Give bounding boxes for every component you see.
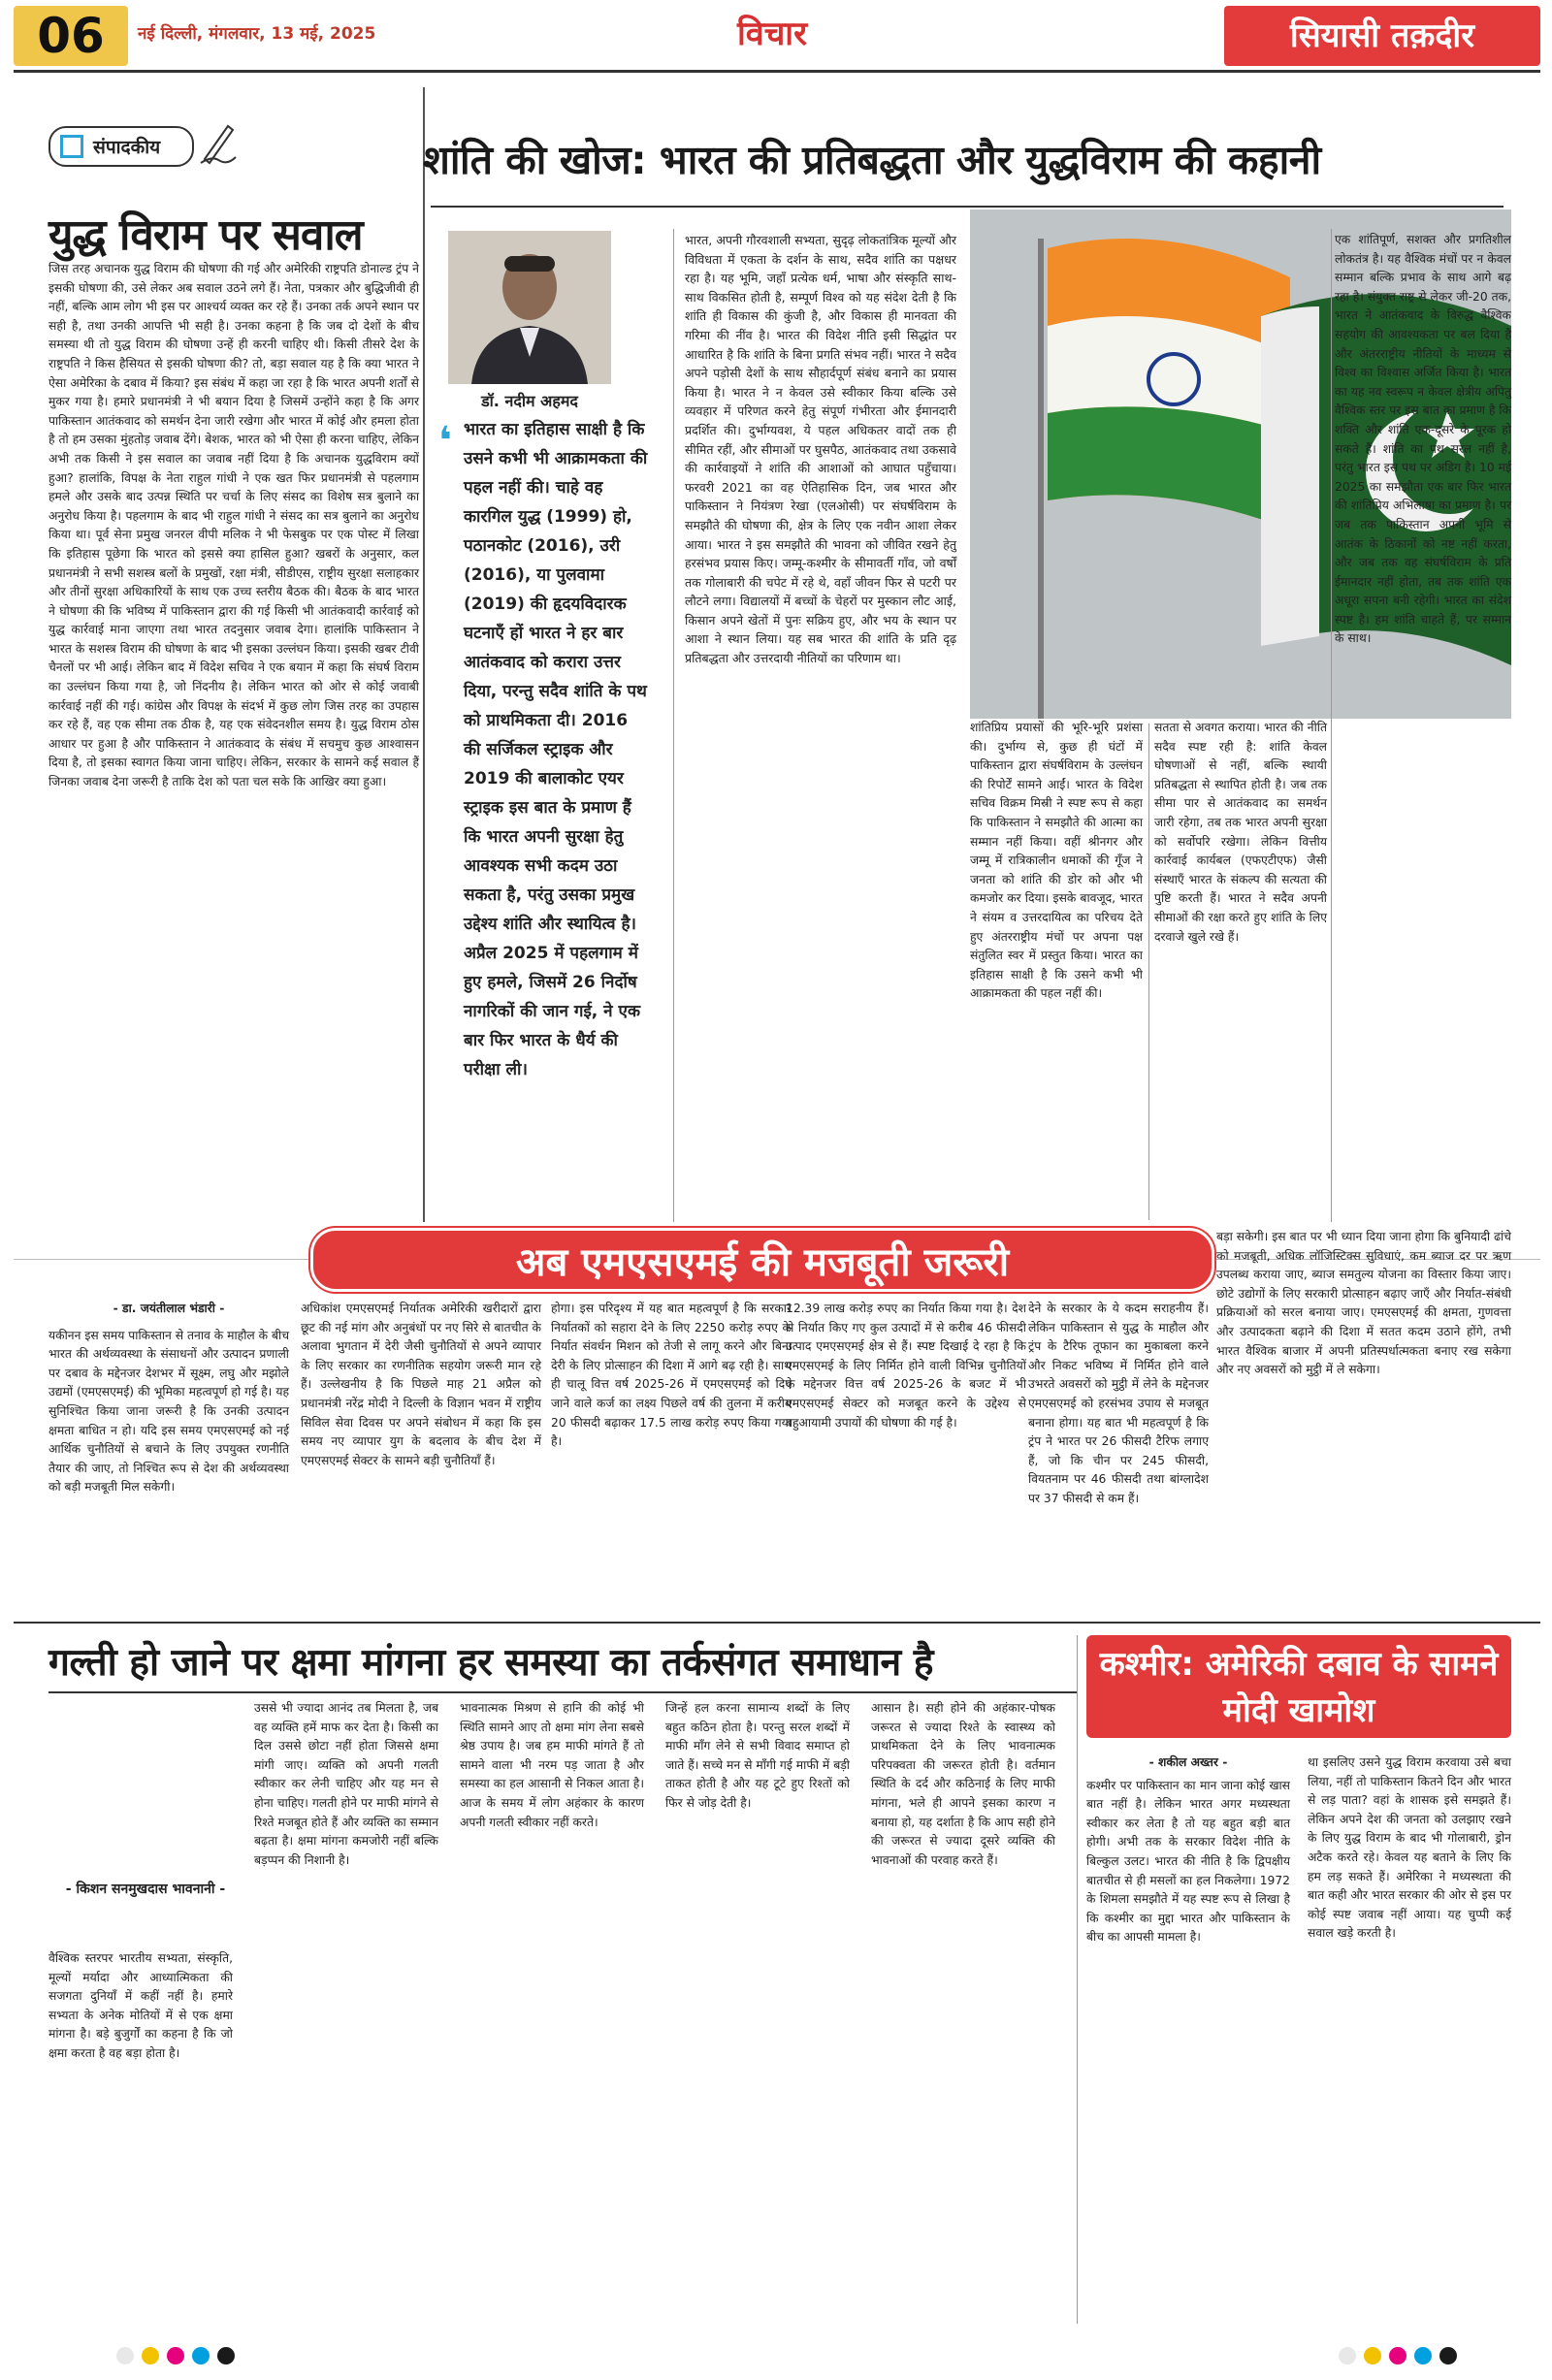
kashmir-column <box>1086 1753 1290 2316</box>
registration-dot <box>1414 2347 1432 2364</box>
apology-author: - किशन सनमुखदास भावनानी - <box>65 1881 226 1897</box>
editorial-body: जिस तरह अचानक युद्ध विराम की घोषणा की गई और अमेरिकी राष्ट्रपति डोनाल्ड ट्रंप ने इसकी घोषणा की, उसे लेकर अब सवाल उठने लगे हैं। नेता, पत्रकार और बुद्धिजीवी ही नहीं, बल्कि आम लोग भी इस पर आश्चर्य व्यक्त कर रहे हैं। उनका तर्क अपने स्थान पर सही है, तथा उनकी आपत्ति भी सही है। उनका कहना है कि जब दो देशों के बीच समस्या थी तो युद्ध विराम की घोषणा उन्हें ही करनी चाहिए थी। किसी तीसरे देश के राष्ट्रपति ने किस हैसियत से इसकी घोषणा की? तो, बड़ा सवाल यह है कि क्या भारत ने ऐसा अमेरिका के दबाव में किया? इस संबंध में कहा जा रहा है कि भारत अपनी शर्तों से मुकर गया है। हमारे प्रधानमंत्री ने भी बयान दिया है जिसमें उन्होंने कहा है कि अगर पाकिस्तान आतंकवाद को समर्थन देना जारी रखेगा और भारत में कोई और हमला होता है तो हम उसका मुंहतोड़ जवाब देंगे। बेशक, भारत को भी ऐसा ही करना चाहिए, लेकिन अभी तक किसी ने इस सवाल का जवाब नहीं दिया है कि अचानक युद्धविराम क्यों हुआ? हालांकि, विपक्ष के नेता राहुल गांधी ने एक खत फिर प्रधानमंत्री से पहलगाम हमले और उसके बाद उत्पन्न स्थिति पर चर्चा के लिए संसद का विशेष सत्र बुलाने का अनुरोध किया है। पहलगाम के बाद भी राहुल गांधी ने संसद का सत्र बुलाने का अनुरोध किया था। पूर्व सेना प्रमुख जनरल वीपी मलिक ने भी फेसबुक पर एक पोस्ट में लिखा कि इतिहास पूछेगा कि भारत को इससे क्या हासिल हुआ? खबरों के अनुसार, कल प्रधानमंत्री ने सभी सशस्त्र बलों के प्रमुखों, रक्षा मंत्री, सीडीएस, राष्ट्रीय सुरक्षा सलाहकार और तीनों सुरक्षा अधिकारियों के साथ एक उच्च स्तरीय बैठक की। बैठक के बाद भारत ने घोषणा की कि भविष्य में पाकिस्तान द्वारा की गई किसी भी आतंकवादी कार्रवाई को युद्ध कार्रवाई माना जाएगा तथा भारत तदनुसार जवाब देगा। हालांकि पाकिस्तान ने भारत के सशस्त्र विराम की घोषणा के बाद भी इसका उल्लंघन किया। इसकी खबर टीवी चैनलों पर भी आई। लेकिन बाद में विदेश सचिव ने एक बयान में कहा कि संघर्ष विराम का उल्लंघन किया गया है, जो निंदनीय है। लेकिन भारत को ओर से कोई जवाबी कार्रवाई नहीं की गई। कांग्रेस और विपक्ष के संदर्भ में कुछ लोग जिस तरह का उपहास कर रहे हैं, वह एक सीमा तक ठीक है, यह एक संवेदनशील समय है। युद्ध विराम ठोस आधार पर हुआ है और पाकिस्तान ने आतंकवाद के संबंध में सचमुच कुछ आश्वासन दिया है, तो इसका स्वागत किया जाना चाहिए। लेकिन, सरकार के सामने कई सवाल हैं जिनका जवाब देना जरूरी है ताकि देश को पता चल सके कि आखिर क्या हुआ। <box>48 262 419 789</box>
column-divider <box>1148 724 1149 1220</box>
kashmir-author: - शकील अख्तर - <box>1148 1755 1228 1769</box>
author-photo <box>448 231 611 384</box>
column-divider <box>423 87 425 1222</box>
page-number: 06 <box>14 6 128 66</box>
article-column: एक शांतिपूर्ण, सशक्त और प्रगतिशील लोकतंत्र है। यह वैश्विक मंचों पर न केवल सम्मान बल्कि प्रभाव के साथ आगे बढ़ रहा है। संयुक्त राष्ट्र से लेकर जी-20 तक, भारत ने आतंकवाद के विरुद्ध वैश्विक सहयोग की आवश्यकता पर बल दिया है और अंतरराष्ट्रीय नीतियों के माध्यम से विश्व का विश्वास अर्जित किया है। भारत का यह नव स्वरूप न केवल क्षेत्रीय अपितु वैश्विक स्तर पर इस बात का प्रमाण है कि शक्ति और शांति एक-दूसरे के पूरक हो सकते हैं। शांति का पथ सरल नहीं है, परंतु भारत इस पथ पर अडिग है। 10 मई 2025 का समझौता एक बार फिर भारत की शांतिप्रिय अभिलाषा का प्रमाण है। पर जब तक पाकिस्तान अपनी भूमि से आतंक के ठिकानों को नष्ट नहीं करता, और जब तक वह संघर्षविराम के प्रति ईमानदार नहीं होता, तब तक शांति एक अधूरा सपना बनी रहेगी। भारत का संदेश स्पष्ट है। हम शांति चाहते हैं, पर सम्मान के साथ। <box>1335 233 1511 646</box>
section-rule <box>14 1622 1540 1624</box>
apology-column: जिन्हें हल करना सामान्य शब्दों के लिए बहुत कठिन होता है। परन्तु सरल शब्दों में माफी माँग लेने से सभी विवाद समाप्त हो जाते हैं। सच्चे मन से माँगी गई माफी में बड़ी ताकत होती है और यह टूटे हुए रिश्तों को फिर से जोड़ देती है। <box>665 1701 850 1810</box>
square-icon <box>60 135 83 158</box>
article-column: शांतिप्रिय प्रयासों की भूरि-भूरि प्रशंसा की। दुर्भाग्य से, कुछ ही घंटों में पाकिस्तान द्वारा संघर्षविराम के उल्लंघन की रिपोर्टें सामने आईं। भारत के विदेश सचिव विक्रम मिस्री ने स्पष्ट रूप से कहा कि पाकिस्तान ने समझौते की आत्मा का सम्मान नहीं किया। वहीं श्रीनगर और जम्मू में रात्रिकालीन धमाकों की गूँज ने जनता को शांति की डोर को और भी कमजोर कर दिया। इसके बावजूद, भारत ने संयम व उत्तरदायित्व का परिचय देते हुए अंतरराष्ट्रीय मंचों पर अपना पक्ष संतुलित स्वर में प्रस्तुत किया। भारत का इतिहास साक्षी है कि उसने कभी भी आक्रामकता की पहल नहीं की। <box>970 721 1143 1001</box>
kashmir-headline: कश्मीर: अमेरिकी दबाव के सामने मोदी खामोश <box>1086 1635 1511 1738</box>
registration-dot <box>1339 2347 1356 2364</box>
article-column: सतता से अवगत कराया। भारत की नीति सदैव स्पष्ट रही है: शांति केवल घोषणाओं से नहीं, बल्कि स्थायी प्रतिबद्धता से स्थापित होती है। जब तक सीमा पार से आतंकवाद का समर्थन जारी रहेगा, तब तक भारत अपनी सुरक्षा को सर्वोपरि रखेगा। लेकिन वित्तीय कार्रवाई कार्यबल (एफएटीएफ) जैसी संस्थाएँ भारत के संकल्प की सत्यता की पुष्टि करती हैं। भारत ने सदैव अपनी सीमाओं की रक्षा करते हुए शांति के लिए दरवाजे खुले रखे हैं। <box>1154 721 1327 944</box>
registration-dot <box>1364 2347 1381 2364</box>
registration-dot <box>217 2347 235 2364</box>
apology-column: भावनात्मक मिश्रण से हानि की कोई भी स्थिति सामने आए तो क्षमा मांग लेना सबसे श्रेष्ठ उपाय है। जब हम माफी मांगते हैं तो सामने वाला भी नरम पड़ जाता है और समस्या का हल आसानी से निकल आता है। आज के समय में लोग अहंकार के कारण अपनी गलती स्वीकार नहीं करते। <box>460 1701 644 1829</box>
msme-column: बड़ा सकेगी। इस बात पर भी ध्यान दिया जाना होगा कि बुनियादी ढांचे को मजबूती, अधिक लॉजिस्टिक्स सुविधाएं, कम ब्याज दर पर ऋण उपलब्ध कराया जाए, ब्याज समतुल्य योजना का विस्तार किया जाए। छोटे उद्योगों के लिए सरकारी प्रोत्साहन बढ़ाए जाएँ और निर्यात-संबंधी प्रक्रियाओं को सरल बनाया जाए। एमएसएमई की क्षमता, गुणवत्ता और उत्पादकता बढ़ाने की दिशा में सतत कदम उठाने होंगे, तभी भारत वैश्विक बाजार में अपनी प्रतिस्पर्धात्मकता बनाए रख सकेगा और नए अवसरों को मुट्ठी में ले सकेगा। <box>1216 1230 1511 1377</box>
msme-column: देने के सरकार के ये कदम सराहनीय हैं। लेकिन पाकिस्तान से युद्ध के माहौल और ट्रंप के टैरिफ तूफान का मुकाबला करने और निकट भविष्य में निर्मित होने वाले उभरते अवसरों को मुट्ठी में लेने के मद्देनजर एमएसएमई को हरसंभव उपाय से मजबूत बनाना होगा। यह बात भी महत्वपूर्ण है कि ट्रंप ने भारत पर 26 फीसदी टैरिफ लगाए हैं, जो कि चीन पर 245 फीसदी, वियतनाम पर 46 फीसदी तथा बांग्लादेश पर 37 फीसदी से कम हैं। <box>1028 1302 1209 1505</box>
msme-author: - डा. जयंतीलाल भंडारी - <box>113 1302 225 1315</box>
editorial-label-box <box>48 126 194 167</box>
msme-column: 12.39 लाख करोड़ रुपए का निर्यात किया गया है। देश से निर्यात किए गए कुल उत्पादों में से करीब 46 फीसदी उत्पाद एमएसएमई क्षेत्र से हैं। स्पष्ट दिखाई दे रहा है कि एमएसएमई के लिए निर्मित होने वाली विभिन्न चुनौतियों के मद्देनजर वित्त वर्ष 2025-26 के बजट में भी एमएसएमई सेक्टर को मजबूत करने के उद्देश्य से बहुआयामी उपायों की घोषणा की गई है। <box>786 1302 1026 1430</box>
registration-dot <box>1439 2347 1457 2364</box>
brand-badge: सियासी तक़दीर <box>1224 6 1540 66</box>
registration-dot <box>167 2347 184 2364</box>
msme-text: यकीनन इस समय पाकिस्तान से तनाव के माहौल के बीच भारत की अर्थव्यवस्था के संसाधनों और उत्पादन प्रणाली पर दबाव के मद्देनजर देशभर में सूक्ष्म, लघु और मझोले उद्यमों (एमएसएमई) की भूमिका महत्वपूर्ण हो गई है। यह सुनिश्चित किया जाना जरूरी है कि उनकी उत्पादन क्षमता बाधित न हो। यदि इस समय एमएसएमई को नई आर्थिक चुनौतियों से बचाने के लिए उपयुक्त रणनीति तैयार की जाए, तो निश्चित रूप से देश की अर्थव्यवस्था को बड़ी मजबूती मिल सकेगी। <box>48 1328 290 1495</box>
editorial-headline: युद्ध विराम पर सवाल <box>48 210 363 260</box>
apology-headline-rule <box>48 1691 1077 1693</box>
print-registration-marks <box>0 2341 1552 2370</box>
column-divider <box>673 229 674 1222</box>
editorial-label: संपादकीय <box>93 137 161 158</box>
kashmir-column: था इसलिए उसने युद्ध विराम करवाया उसे बचा लिया, नहीं तो पाकिस्तान कितने दिन और भारत से लड़ पाता? वहां के शासक इसे समझते हैं। लेकिन अपने देश की जनता को उलझाए रखने के लिए युद्ध विराम के बाद भी गोलाबारी, ड्रोन अटैक करते रहे। केवल यह बताने के लिए कि हम लड़ सकते हैं। अमेरिका ने मध्यस्थता की बात कही और भारत सरकार की ओर से इस पर कोई स्पष्ट जवाब नहीं आया। यह चुप्पी कई सवाल खड़े करती है। <box>1308 1755 1511 1941</box>
apology-column: आसान है। सही होने की अहंकार-पोषक जरूरत से ज्यादा रिश्ते के स्वास्थ्य को प्राथमिकता देने के लिए भावनात्मक परिपक्वता की जरूरत होती है। वर्तमान स्थिति के दर्द और कठिनाई के लिए माफी मांगना, भले ही आपने इसका कारण न बनाया हो, यह दर्शाता है कि आप सही होने की जरूरत से ज्यादा दूसरे व्यक्ति की भावनाओं की परवाह करते हैं। <box>871 1701 1055 1867</box>
msme-column <box>48 1300 289 1610</box>
main-headline: शांति की खोज: भारत की प्रतिबद्धता और युद्धविराम की कहानी <box>423 137 1321 183</box>
pull-quote: भारत का इतिहास साक्षी है कि उसने कभी भी आक्रामकता की पहल नहीं की। चाहे वह कारगिल युद्ध (1999) हो, पठानकोट (2016), उरी (2016), या पुलवामा (2019) की हृदयविदारक घटनाएँ हों भारत ने हर बार आतंकवाद को करारा उत्तर दिया, परन्तु सदैव शांति के पथ को प्राथमिकता दी। 2016 की सर्जिकल स्ट्राइक और 2019 की बालाकोट एयर स्ट्राइक इस बात के प्रमाण हैं कि भारत अपनी सुरक्षा हेतु आवश्यक सभी कदम उठा सकता है, परंतु उसका प्रमुख उद्देश्य शांति और स्थायित्व है। अप्रैल 2025 में पहलगाम में हुए हमले, जिसमें 26 निर्दोष नागरिकों की जान गई, ने एक बार फिर भारत के धैर्य की परीक्षा ली। <box>464 420 648 1079</box>
msme-headline: अब एमएसएमई की मजबूती जरूरी <box>310 1228 1214 1292</box>
msme-column: अधिकांश एमएसएमई निर्यातक अमेरिकी खरीदारों द्वारा छूट की नई मांग और अनुबंधों पर नए सिरे से बातचीत के अलावा भुगतान में देरी जैसी चुनौतियों से अपने व्यापार के लिए सरकार का रणनीतिक सहयोग जरूरी मान रहे हैं। उल्लेखनीय है कि पिछले माह 21 अप्रैल को प्रधानमंत्री नरेंद्र मोदी ने दिल्ली के विज्ञान भवन में राष्ट्रीय सिविल सेवा दिवस पर अपने संबोधन में कहा कि इस समय नए व्यापार युग के बदलाव के बीच देश में एमएसएमई सेक्टर के सामने बड़ी चुनौतियाँ हैं। <box>301 1302 541 1467</box>
registration-dot <box>1389 2347 1406 2364</box>
apology-column: उससे भी ज्यादा आनंद तब मिलता है, जब वह व्यक्ति हमें माफ कर देता है। किसी का दिल उससे छोटा नहीं होता जिससे क्षमा मांगी जाए। व्यक्ति को अपनी गलती स्वीकार कर लेनी चाहिए और यह मन से होना चाहिए। गलती होने पर माफी मांगने से रिश्ते मजबूत होते हैं और व्यक्ति का सम्मान बढ़ता है। क्षमा मांगना कमजोरी नहीं बल्कि बड़प्पन की निशानी है। <box>254 1701 438 1867</box>
section-title: विचार <box>737 15 808 53</box>
pen-icon <box>199 120 238 165</box>
column-divider <box>1077 1635 1078 2324</box>
msme-column: होगा। इस परिदृश्य में यह बात महत्वपूर्ण है कि सरकार निर्यातकों को सहारा देने के लिए 2250 करोड़ रुपए के निर्यात संवर्धन मिशन को तेजी से लागू करने और बिना देरी के लिए प्रोत्साहन की दिशा में आगे बढ़ रही है। साथ ही चालू वित्त वर्ष 2025-26 में एमएसएमई को दिए जाने वाले कर्ज का लक्ष्य पिछले वर्ष की तुलना में करीब 20 फीसदी बढ़ाकर 17.5 लाख करोड़ रुपए किया गया है। <box>551 1302 792 1449</box>
apology-headline: गल्ती हो जाने पर क्षमा मांगना हर समस्या का तर्कसंगत समाधान है <box>48 1641 933 1685</box>
registration-dot <box>192 2347 210 2364</box>
dateline: नई दिल्ली, मंगलवार, 13 मई, 2025 <box>138 24 376 44</box>
apology-column: वैश्विक स्तरपर भारतीय सभ्यता, संस्कृति, मूल्यों मर्यादा और आध्यात्मिकता की सजगता दुनियाँ में कहीं नहीं है। हमारे सभ्यता के अनेक मोतियों में से एक क्षमा मांगना है। बड़े बुजुर्गों का कहना है कि जो क्षमा करता है वह बड़ा होता है। <box>48 1951 233 2060</box>
kashmir-text: कश्मीर पर पाकिस्तान का मान जाना कोई खास बात नहीं है। लेकिन भारत अगर मध्यस्थता स्वीकार कर लेता है तो यह बहुत बड़ी बात होगी। अभी तक के सरकार विदेश नीति के बिल्कुल उलट। भारत की नीति है कि द्विपक्षीय बातचीत से ही मसलों का हल निकलेगा। 1972 के शिमला समझौते में यह स्पष्ट रूप से लिखा है कि कश्मीर का मुद्दा भारत और पाकिस्तान के बीच का आपसी मामला है। <box>1086 1778 1290 1945</box>
header-rule <box>14 70 1540 73</box>
main-headline-rule <box>431 206 1504 208</box>
author-name: डॉ. नदीम अहमद <box>481 392 578 410</box>
page-header <box>0 0 1552 72</box>
registration-dot <box>116 2347 134 2364</box>
quote-icon: ❛ <box>438 419 452 464</box>
registration-dot <box>142 2347 159 2364</box>
column-divider <box>1331 229 1332 1222</box>
article-column: भारत, अपनी गौरवशाली सभ्यता, सुदृढ़ लोकतांत्रिक मूल्यों और विविधता में एकता के दर्शन के साथ, सदैव शांति का पक्षधर रहा है। यह भूमि, जहाँ प्रत्येक धर्म, भाषा और संस्कृति साथ-साथ विकसित होती है, सम्पूर्ण विश्व को यह संदेश देती है कि शांति ही विकास की कुंजी है, और विकास ही मानवता की गरिमा की नींव है। भारत की विदेश नीति इसी सिद्धांत पर आधारित है कि शांति के बिना प्रगति संभव नहीं। भारत ने सदैव अपने पड़ोसी देशों के साथ सौहार्दपूर्ण संबंध बनाने का प्रयास किया है। भारत ने न केवल उसे स्वीकार किया बल्कि उसे व्यवहार में परिणत करने हेतु संपूर्ण गंभीरता और ईमानदारी प्रदर्शित की। दुर्भाग्यवश, ये पहल अधिकतर वादों तक ही सीमित रहीं, और सीमाओं पर घुसपैठ, आतंकवाद तथा उकसावे की कार्रवाइयों ने शांति की आशाओं को आघात पहुँचाया। फरवरी 2021 का वह ऐतिहासिक दिन, जब भारत और पाकिस्तान ने नियंत्रण रेखा (एलओसी) पर संघर्षविराम के समझौते की घोषणा की, क्षेत्र के लिए एक नवीन आशा लेकर आया। भारत ने इस समझौते की भावना को जीवित रखने हेतु हरसंभव प्रयास किए। जम्मू-कश्मीर के सीमावर्ती गाँव, जो वर्षों तक गोलाबारी की चपेट में रहे थे, वहाँ जीवन फिर से पटरी पर लौटने लगा। विद्यालयों में बच्चों के चेहरों पर मुस्कान लौट आई, किसान अपने खेतों में पुनः सक्रिय हुए, और भय के स्थान पर आशा ने स्थान लिया। यह सब भारत की शांति के प्रति दृढ़ प्रतिबद्धता और उत्तरदायी नीतियों का परिणाम था। <box>685 233 956 666</box>
